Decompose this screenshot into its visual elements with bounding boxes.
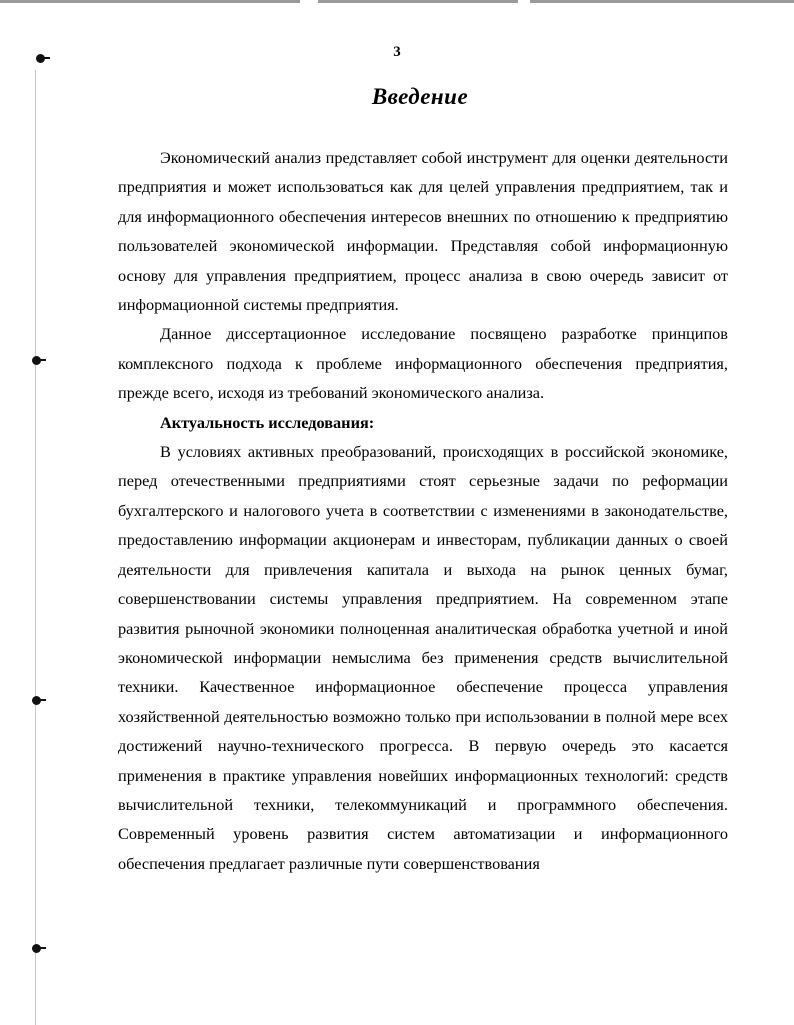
scan-edge-line: [318, 0, 518, 3]
scan-edge-line: [0, 0, 300, 3]
page-number: 3: [393, 44, 401, 60]
binding-hole-mark-icon: [32, 356, 41, 365]
page-title: Введение: [371, 84, 469, 109]
paragraph-relevance: В условиях активных преобразований, происходящих в российской экономике, перед отечественными предприятиями стоят серьезные задачи по реформации бухгалтерского и налогового учета в соответствии с изменениями в законодательстве, предоставлению информации акционерам и инвесторам, публикации данных о своей деятельности для привлечения капитала и выхода на рынок ценных бумаг, совершенствовании системы управления предприятием. На современном этапе развития рыночной экономики полноценная аналитическая обработка учетной и иной экономической информации немыслима без применения средств вычислительной техники. Качественное информационное обеспечение процесса управления хозяйственной деятельностью возможно только при использовании в полной мере всех достижений научно-технического прогресса. В первую очередь это касается применения в практике управления новейших информационных технологий: средств вычислительной техники, телекоммуникаций и программного обеспечения. Современный уровень развития систем автоматизации и информационного обеспечения предлагает различные пути совершенствования: [118, 442, 728, 873]
paragraph-purpose: Данное диссертационное исследование посвящено разработке принципов комплексного подхода к проблеме информационного обеспечения предприятия, прежде всего, исходя из требований экономического анализа.: [118, 324, 728, 403]
binding-hole-mark-icon: [32, 944, 41, 953]
document-body: [118, 143, 728, 878]
binding-margin-line: [35, 70, 36, 1025]
binding-hole-mark-icon: [32, 696, 41, 705]
scan-edge-line: [530, 0, 794, 3]
section-heading-relevance: Актуальность исследования:: [160, 412, 375, 432]
paragraph-intro: Экономический анализ представляет собой инструмент для оценки деятельности предприятия и может использоваться как для целей управления предприятием, так и для информационного обеспечения интересов внешних по отношению к предприятию пользователей экономической информации. Представляя собой информационную основу для управления предприятием, процесс анализа в свою очередь зависит от информационной системы предприятия.: [118, 148, 728, 315]
